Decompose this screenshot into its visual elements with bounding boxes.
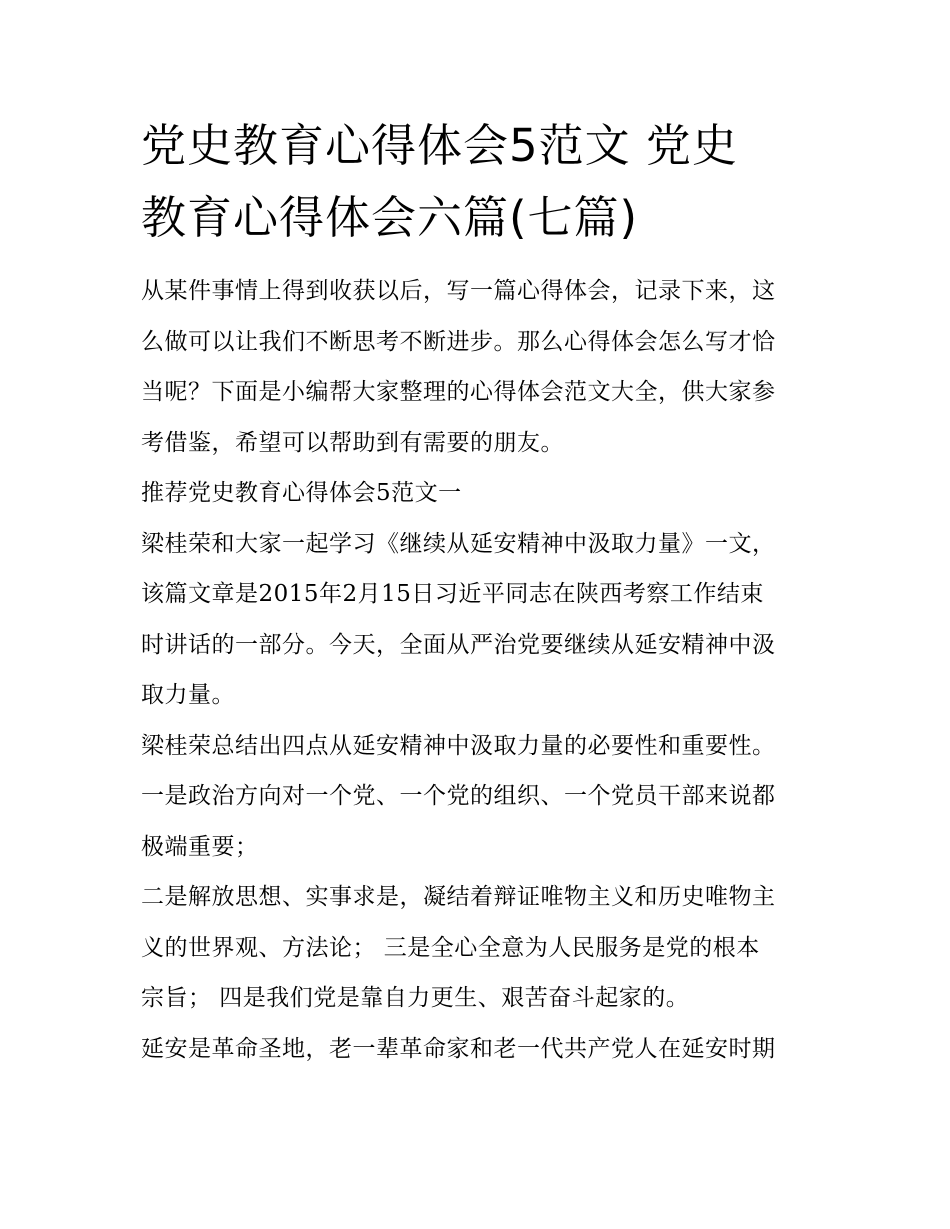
document-body — [141, 110, 821, 1074]
section-heading: 推荐党史教育心得体会5范文一 — [141, 480, 462, 506]
intro-paragraph: 从某件事情上得到收获以后，写一篇心得体会，记录下来，这 么做可以让我们不断思考不断进步。那么心得体会怎么写才恰 当呢？下面是小编帮大家整理的心得体会范文大全，供大家参 考借鉴，希望可以帮助到有需要的朋友。 — [141, 278, 776, 456]
body-paragraph: 延安是革命圣地，老一辈革命家和老一代共产党人在延安时期 — [141, 1035, 776, 1062]
page-title: 党史教育心得体会5范文 党史 教育心得体会六篇(七篇) — [141, 119, 738, 244]
body-paragraph: 二是解放思想、实事求是，凝结着辩证唯物主义和历史唯物主 义的世界观、方法论； 三是全心全意为人民服务是党的根本 宗旨； 四是我们党是靠自力更生、艰苦奋斗起家的。 — [141, 884, 776, 1011]
body-paragraph: 梁桂荣和大家一起学习《继续从延安精神中汲取力量》一文， 该篇文章是2015年2月15日习近平同志在陕西考察工作结束 时讲话的一部分。今天，全面从严治党要继续从延安精神中汲 取力量。 — [141, 530, 776, 708]
body-paragraph: 梁桂荣总结出四点从延安精神中汲取力量的必要性和重要性。 一是政治方向对一个党、一个党的组织、一个党员干部来说都 极端重要； — [141, 732, 776, 860]
